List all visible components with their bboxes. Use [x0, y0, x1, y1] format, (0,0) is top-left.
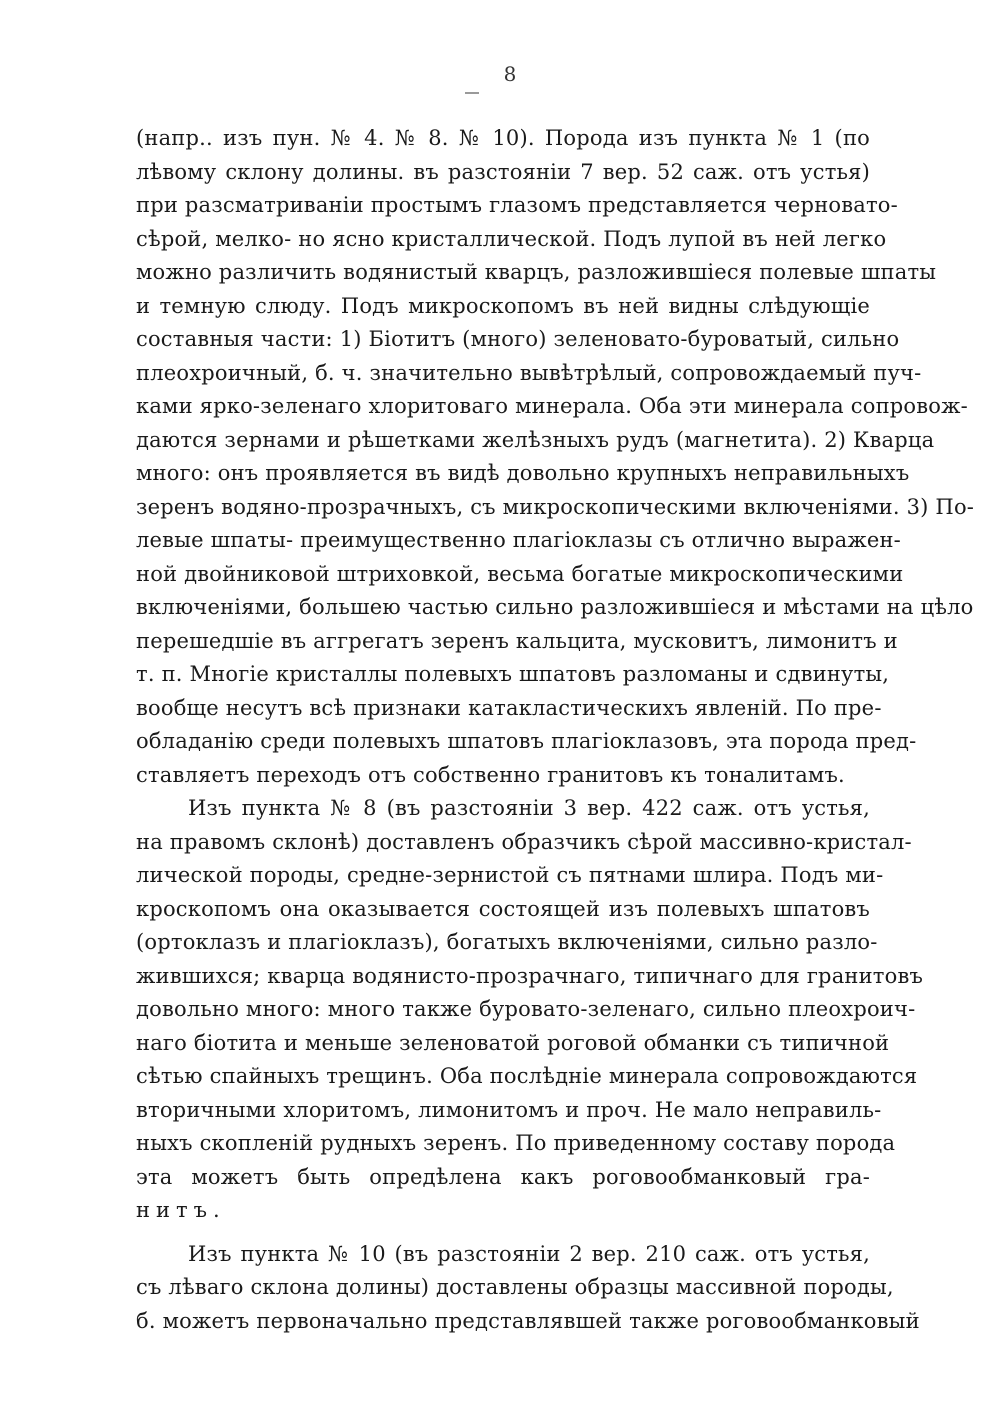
text-line: ставляетъ переходъ отъ собственно гранитовъ къ тоналитамъ. — [136, 762, 845, 787]
text-line: составныя части: 1) Біотитъ (много) зеленовато-буроватый, сильно — [136, 327, 900, 351]
text-line: ныхъ скопленій рудныхъ зеренъ. По приведенному составу порода — [136, 1131, 896, 1155]
page-number-underline — [465, 92, 479, 94]
text-line: зеренъ водяно-прозрачныхъ, съ микроскопическими включеніями. 3) По- — [136, 494, 975, 519]
text-line: при разсматриваніи простымъ глазомъ представляется черновато- — [136, 193, 898, 217]
paragraph-3 — [136, 1238, 920, 1339]
text-line: съ лѣваго склона долины) доставлены образцы массивной породы, — [136, 1275, 894, 1299]
text-line: (ортоклазъ и плагіоклазъ), богатыхъ включеніями, сильно разло- — [136, 930, 878, 954]
text-line: плеохроичный, б. ч. значительно вывѣтрѣлый, сопровождаемый пуч- — [136, 360, 922, 385]
text-line: т. п. Многіе кристаллы полевыхъ шпатовъ разломаны и сдвинуты, — [136, 662, 890, 686]
text-line: вообще несутъ всѣ признаки катакластическихъ явленій. По пре- — [136, 695, 882, 720]
text-line: даются зернами и рѣшетками желѣзныхъ рудъ (магнетита). 2) Кварца — [136, 427, 935, 452]
text-line: сѣрой, мелко- но ясно кристаллической. Подъ лупой въ ней легко — [136, 226, 887, 251]
text-line: и темную слюду. Подъ микроскопомъ въ ней видны слѣдующіе — [136, 293, 870, 318]
text-line: можно различить водянистый кварцъ, разложившіеся полевые шпаты — [136, 260, 937, 284]
text-line: жившихся; кварца водянисто-прозрачнаго, типичнаго для гранитовъ — [136, 963, 924, 988]
text-line: много: онъ проявляется въ видѣ довольно крупныхъ неправильныхъ — [136, 461, 910, 485]
text-line: Изъ пункта № 8 (въ разстояніи 3 вер. 422 саж. отъ устья, — [188, 796, 870, 820]
text-line: Изъ пункта № 10 (въ разстояніи 2 вер. 210 саж. отъ устья, — [188, 1241, 870, 1266]
body-text — [136, 122, 975, 1338]
text-line: довольно много: много также буровато-зеленаго, сильно плеохроич- — [136, 997, 916, 1021]
text-line: на правомъ склонѣ) доставленъ образчикъ сѣрой массивно-кристал- — [136, 829, 912, 854]
text-line: наго біотита и меньше зеленоватой роговой обманки съ типичной — [136, 1030, 890, 1055]
paragraph-gap — [136, 1228, 870, 1238]
text-line: эта можетъ быть опредѣлена какъ роговообманковый гра- — [136, 1164, 870, 1189]
paragraph-1 — [136, 122, 975, 792]
text-line: ками ярко-зеленаго хлоритоваго минерала. Оба эти минерала сопровож- — [136, 394, 968, 418]
text-line: левые шпаты- преимущественно плагіоклазы съ отлично выражен- — [136, 528, 901, 552]
text-line: вторичными хлоритомъ, лимонитомъ и проч. Не мало неправиль- — [136, 1097, 882, 1122]
text-line: включеніями, большею частью сильно разложившіеся и мѣстами на цѣло — [136, 595, 974, 619]
text-line: кроскопомъ она оказывается состоящей изъ полевыхъ шпатовъ — [136, 896, 870, 921]
text-line: ной двойниковой штриховкой, весьма богатые микроскопическими — [136, 561, 904, 586]
text-line: обладанію среди полевыхъ шпатовъ плагіоклазовъ, эта порода пред- — [136, 729, 917, 753]
text-line: нитъ. — [136, 1198, 226, 1222]
text-line: б. можетъ первоначально представлявшей также роговообманковый — [136, 1308, 920, 1333]
text-line: лѣвому склону долины. въ разстояніи 7 вер. 52 саж. отъ устья) — [136, 159, 870, 184]
page-number: 8 — [503, 62, 517, 86]
text-line: лической породы, средне-зернистой съ пятнами шлира. Подъ ми- — [136, 863, 884, 887]
paragraph-2 — [136, 792, 924, 1228]
text-line: (напр.. изъ пун. № 4. № 8. № 10). Порода изъ пункта № 1 (по — [136, 126, 870, 150]
text-line: перешедшіе въ аггрегатъ зеренъ кальцита, мусковитъ, лимонитъ и — [136, 628, 898, 653]
text-line: сѣтью спайныхъ трещинъ. Оба послѣдніе минерала сопровождаются — [136, 1064, 918, 1088]
